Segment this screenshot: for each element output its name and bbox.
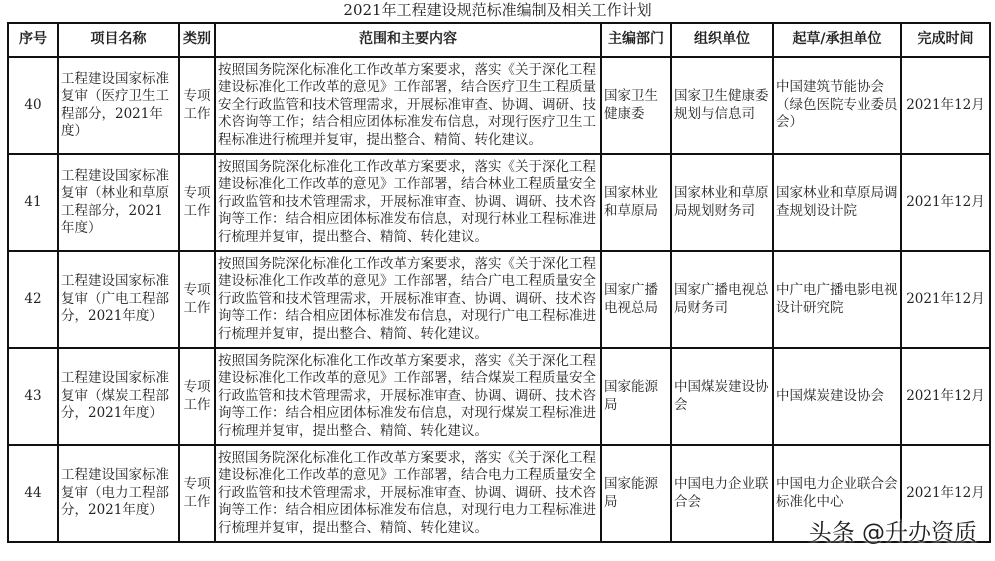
completion-time-cell: 2021年12月 [901, 154, 990, 251]
project-name-cell: 工程建设国家标准复审（电力工程部分，2021年度） [58, 445, 179, 542]
row-number-cell: 41 [8, 154, 58, 251]
organizing-unit-cell: 国家林业和草原局规划财务司 [671, 154, 773, 251]
drafting-unit-cell: 国家林业和草原局调查规划设计院 [773, 154, 901, 251]
scope-content-cell: 按照国务院深化标准化工作改革方案要求，落实《关于深化工程建设标准化工作改革的意见》工作部署，结合电力工程质量安全行政监管和技术管理需求，开展标准审查、协调、调研、技术咨询等工作：结合相应团体标准发布信息，对现行电力工程标准进行梳理并复审，提出整合、精简、转化建议。 [215, 445, 601, 542]
editor-dept-cell: 国家能源局 [601, 445, 671, 542]
organizing-unit-cell: 国家卫生健康委规划与信息司 [671, 57, 773, 154]
category-cell: 专项工作 [179, 154, 215, 251]
table-row [8, 251, 990, 348]
row-number-cell: 42 [8, 251, 58, 348]
scope-content-cell: 按照国务院深化标准化工作改革方案要求，落实《关于深化工程建设标准化工作改革的意见》工作部署，结合广电工程质量安全行政监管和技术管理需求，开展标准审查、协调、调研、技术咨询等工作：结合相应团体标准发布信息，对现行广电工程标准进行梳理并复审，提出整合、精简、转化建议。 [215, 251, 601, 348]
organizing-unit-cell: 中国电力企业联合会 [671, 445, 773, 542]
completion-time-cell: 2021年12月 [901, 348, 990, 445]
drafting-unit-cell: 中广电广播电影电视设计研究院 [773, 251, 901, 348]
editor-dept-cell: 国家林业和草原局 [601, 154, 671, 251]
header-drafter: 起草/承担单位 [773, 23, 901, 57]
header-type: 类别 [179, 23, 215, 57]
category-cell: 专项工作 [179, 445, 215, 542]
header-content: 范围和主要内容 [215, 23, 601, 57]
drafting-unit-cell: 中国电力企业联合会标准化中心 [773, 445, 901, 542]
editor-dept-cell: 国家卫生健康委 [601, 57, 671, 154]
category-cell: 专项工作 [179, 57, 215, 154]
row-number-cell: 43 [8, 348, 58, 445]
completion-time-cell: 2021年12月 [901, 445, 990, 542]
scope-content-cell: 按照国务院深化标准化工作改革方案要求，落实《关于深化工程建设标准化工作改革的意见》工作部署，结合医疗卫生工程质量安全行政监管和技术管理需求，开展标准审查、协调、调研、技术咨询等工作；结合相应团体标准发布信息，对现行医疗卫生工程标准进行梳理并复审，提出整合、精简、转化建议。 [215, 57, 601, 154]
header-name: 项目名称 [58, 23, 179, 57]
editor-dept-cell: 国家广播电视总局 [601, 251, 671, 348]
scope-content-cell: 按照国务院深化标准化工作改革方案要求，落实《关于深化工程建设标准化工作改革的意见》工作部署，结合煤炭工程质量安全行政监管和技术管理需求，开展标准审查、协调、调研、技术咨询等工作：结合相应团体标准发布信息，对现行煤炭工程标准进行梳理并复审，提出整合、精简、转化建议。 [215, 348, 601, 445]
table-header-row [8, 23, 990, 57]
category-cell: 专项工作 [179, 251, 215, 348]
table-row [8, 154, 990, 251]
completion-time-cell: 2021年12月 [901, 251, 990, 348]
drafting-unit-cell: 中国建筑节能协会（绿色医院专业委员会） [773, 57, 901, 154]
editor-dept-cell: 国家能源局 [601, 348, 671, 445]
watermark: 头条 @升办资质 [808, 520, 977, 546]
work-plan-table [7, 22, 991, 543]
document-title: 2021年工程建设规范标准编制及相关工作计划 [343, 1, 652, 19]
scope-content-cell: 按照国务院深化标准化工作改革方案要求，落实《关于深化工程建设标准化工作改革的意见》工作部署，结合林业工程质量安全行政监管和技术管理需求，开展标准审查、协调、调研、技术咨询等工作：结合相应团体标准发布信息，对现行林业工程标准进行梳理并复审，提出整合、精简、转化建议。 [215, 154, 601, 251]
project-name-cell: 工程建设国家标准复审（林业和草原工程部分，2021年度） [58, 154, 179, 251]
completion-time-cell: 2021年12月 [901, 57, 990, 154]
header-org: 组织单位 [671, 23, 773, 57]
project-name-cell: 工程建设国家标准复审（煤炭工程部分，2021年度） [58, 348, 179, 445]
organizing-unit-cell: 国家广播电视总局财务司 [671, 251, 773, 348]
row-number-cell: 44 [8, 445, 58, 542]
header-no: 序号 [8, 23, 58, 57]
table-row [8, 57, 990, 154]
drafting-unit-cell: 中国煤炭建设协会 [773, 348, 901, 445]
project-name-cell: 工程建设国家标准复审（医疗卫生工程部分，2021年度） [58, 57, 179, 154]
category-cell: 专项工作 [179, 348, 215, 445]
organizing-unit-cell: 中国煤炭建设协会 [671, 348, 773, 445]
header-dept: 主编部门 [601, 23, 671, 57]
header-due: 完成时间 [901, 23, 990, 57]
table-row [8, 348, 990, 445]
row-number-cell: 40 [8, 57, 58, 154]
project-name-cell: 工程建设国家标准复审（广电工程部分，2021年度） [58, 251, 179, 348]
